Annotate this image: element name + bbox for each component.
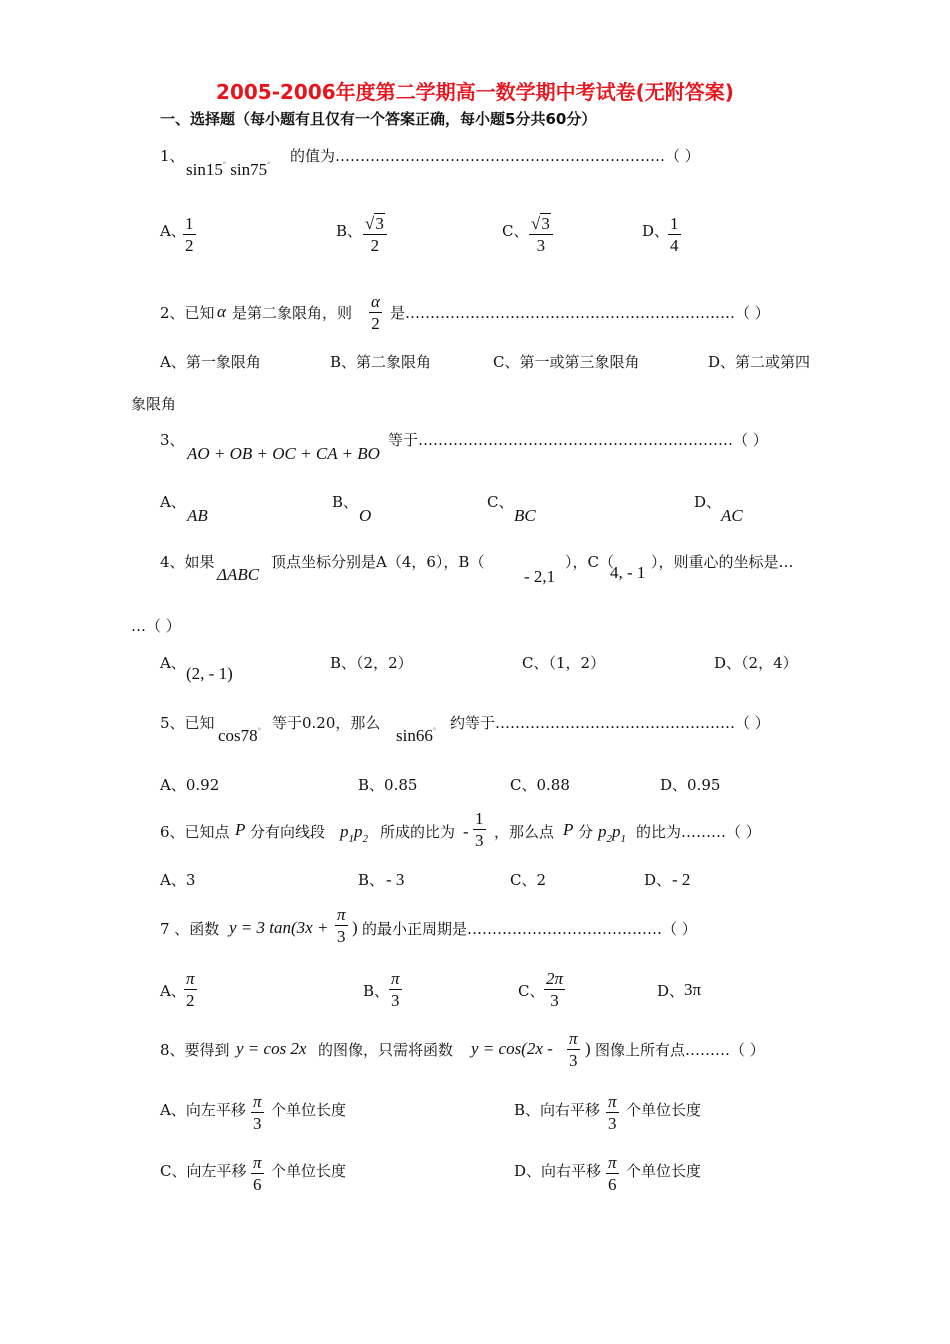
- math-fraction: α 2: [371, 292, 380, 333]
- question-text: 6、已知点: [160, 823, 230, 841]
- question-text: 顶点坐标分别是A（4，6），B（: [271, 553, 485, 571]
- option-c-text: C、向左平移: [160, 1162, 247, 1180]
- math-segment-1: $p_1p_2$: [340, 822, 368, 845]
- question-text: …（ ）: [131, 617, 181, 635]
- option-c-text: 个单位长度: [271, 1162, 347, 1180]
- option-d-value: - 2: [672, 870, 691, 889]
- option-d: D、0.95: [660, 776, 721, 794]
- option-a-label: A、: [160, 493, 186, 511]
- math-fraction: 1 3: [475, 809, 484, 850]
- question-text: 是…………………………………………………………（ ）: [390, 304, 770, 322]
- question-text: 图像上所有点………（ ）: [595, 1041, 765, 1059]
- math-expression: cos78°: [218, 726, 261, 745]
- option-c-label: C、: [487, 493, 514, 511]
- option-c-label: C、: [502, 222, 529, 240]
- math-expression: sin66°: [396, 726, 437, 745]
- question-text: 分有向线段: [250, 823, 326, 841]
- option-d: D、（2，4）: [714, 654, 798, 672]
- question-text: ），C（: [565, 553, 614, 571]
- option-b-fraction: π 3: [608, 1092, 617, 1133]
- option-a: A、0.92: [160, 776, 220, 794]
- question-text: 所成的比为: [380, 823, 456, 841]
- option-b-text: 个单位长度: [626, 1101, 702, 1119]
- option-b: B、0.85: [358, 776, 418, 794]
- math-fraction: π 3: [337, 905, 346, 946]
- question-text: 5、已知: [160, 714, 215, 732]
- option-d-value: 1 4: [670, 214, 679, 255]
- math-expression: y = cos 2x: [236, 1039, 307, 1058]
- option-c-fraction: π 6: [253, 1153, 262, 1194]
- math-expression: ΔABC: [217, 565, 260, 584]
- option-a: A、3: [160, 871, 196, 889]
- question-text: ，那么点: [494, 823, 555, 841]
- page-title: 2005-2006年度第二学期高一数学期中考试卷(无附答案): [216, 80, 734, 104]
- question-number: 1、: [160, 147, 185, 165]
- option-a-text: A、向左平移: [160, 1101, 246, 1119]
- option-b-value: √3 2: [363, 215, 387, 255]
- question-text: 的比为………（ ）: [636, 823, 761, 841]
- option-d-text: 个单位长度: [626, 1162, 702, 1180]
- option-d-label: D、: [657, 982, 685, 1000]
- option-d-fraction: π 6: [608, 1153, 617, 1194]
- math-fraction: π 3: [569, 1029, 578, 1070]
- math-expression: y = 3 tan(3x +: [229, 918, 329, 937]
- option-b-text: B、向右平移: [514, 1101, 601, 1119]
- option-d: D、第二或第四: [708, 353, 811, 371]
- option-a-text: 个单位长度: [271, 1101, 347, 1119]
- section-heading: 一、选择题（每小题有且仅有一个答案正确，每小题5分共60分）: [160, 110, 597, 128]
- question-text: ），则重心的坐标是…: [651, 553, 794, 571]
- option-b: B、（2，2）: [330, 654, 413, 672]
- question-text: 约等于…………………………………………（ ）: [450, 714, 770, 732]
- option-d-value: AC: [721, 506, 743, 525]
- option-a-value: 1 2: [185, 214, 194, 255]
- option-a-value: π 2: [186, 969, 195, 1010]
- question-text: 4、如果: [160, 553, 215, 571]
- option-c: C、第一或第三象限角: [493, 353, 640, 371]
- math-expression: AO + OB + OC + CA + BO: [187, 444, 380, 463]
- option-c-value: BC: [514, 506, 536, 525]
- option-d-label: D、: [694, 493, 722, 511]
- option-a-label: A、: [160, 654, 186, 672]
- math-expression: ): [352, 918, 358, 937]
- option-a-fraction: π 3: [253, 1092, 262, 1133]
- option-c: C、2: [510, 871, 547, 889]
- math-expression: ): [585, 1039, 591, 1058]
- option-a-value: (2, - 1): [186, 664, 233, 683]
- option-c-label: C、: [518, 982, 545, 1000]
- math-symbol: α: [217, 302, 226, 321]
- option-c-value: √3 3: [529, 215, 553, 255]
- option-d-text: D、向右平移: [514, 1162, 602, 1180]
- option-b-value: π 3: [391, 969, 400, 1010]
- option-a-label: A、: [160, 222, 186, 240]
- question-text: 8、要得到: [160, 1041, 230, 1059]
- math-segment-2: $p_2p_1$: [598, 822, 626, 845]
- question-text: 7 、函数: [160, 920, 220, 938]
- option-a-value: AB: [187, 506, 208, 525]
- question-text: 的图像，只需将函数: [318, 1041, 454, 1059]
- option-c: C、0.88: [510, 776, 570, 794]
- question-text: 2、已知: [160, 304, 215, 322]
- option-b-value: - 3: [386, 870, 405, 889]
- option-d-continued: 象限角: [131, 395, 177, 413]
- option-d-value: 3π: [684, 980, 702, 999]
- math-symbol: P: [563, 820, 574, 839]
- option-c: C、（1，2）: [522, 654, 606, 672]
- option-d-label: D、: [642, 222, 670, 240]
- option-b-label: B、: [358, 871, 385, 889]
- math-expression: - 2,1: [524, 567, 556, 586]
- math-expression: sin15° sin75°: [186, 160, 271, 179]
- question-text: 是第二象限角，则: [232, 304, 353, 322]
- math-expression: y = cos(2x -: [471, 1039, 553, 1058]
- option-b-label: B、: [332, 493, 359, 511]
- option-b: B、第二象限角: [330, 353, 432, 371]
- question-text: 分: [578, 823, 594, 841]
- option-d-label: D、: [644, 871, 672, 889]
- option-b-label: B、: [336, 222, 363, 240]
- question-text: 的最小正周期是…………………………………（ ）: [362, 920, 697, 938]
- minus-sign: -: [463, 822, 469, 841]
- math-symbol: P: [235, 820, 246, 839]
- option-b-value: O: [359, 506, 372, 525]
- question-text: 等于………………………………………………………（ ）: [388, 431, 768, 449]
- option-a: A、第一象限角: [160, 353, 261, 371]
- question-text: 的值为…………………………………………………………（ ）: [290, 147, 700, 165]
- question-text: 等于0.20，那么: [272, 714, 381, 732]
- option-b-label: B、: [363, 982, 390, 1000]
- option-c-value: 2π 3: [546, 969, 564, 1010]
- question-number: 3、: [160, 431, 185, 449]
- math-expression: 4, - 1: [610, 563, 646, 582]
- option-a-label: A、: [160, 982, 186, 1000]
